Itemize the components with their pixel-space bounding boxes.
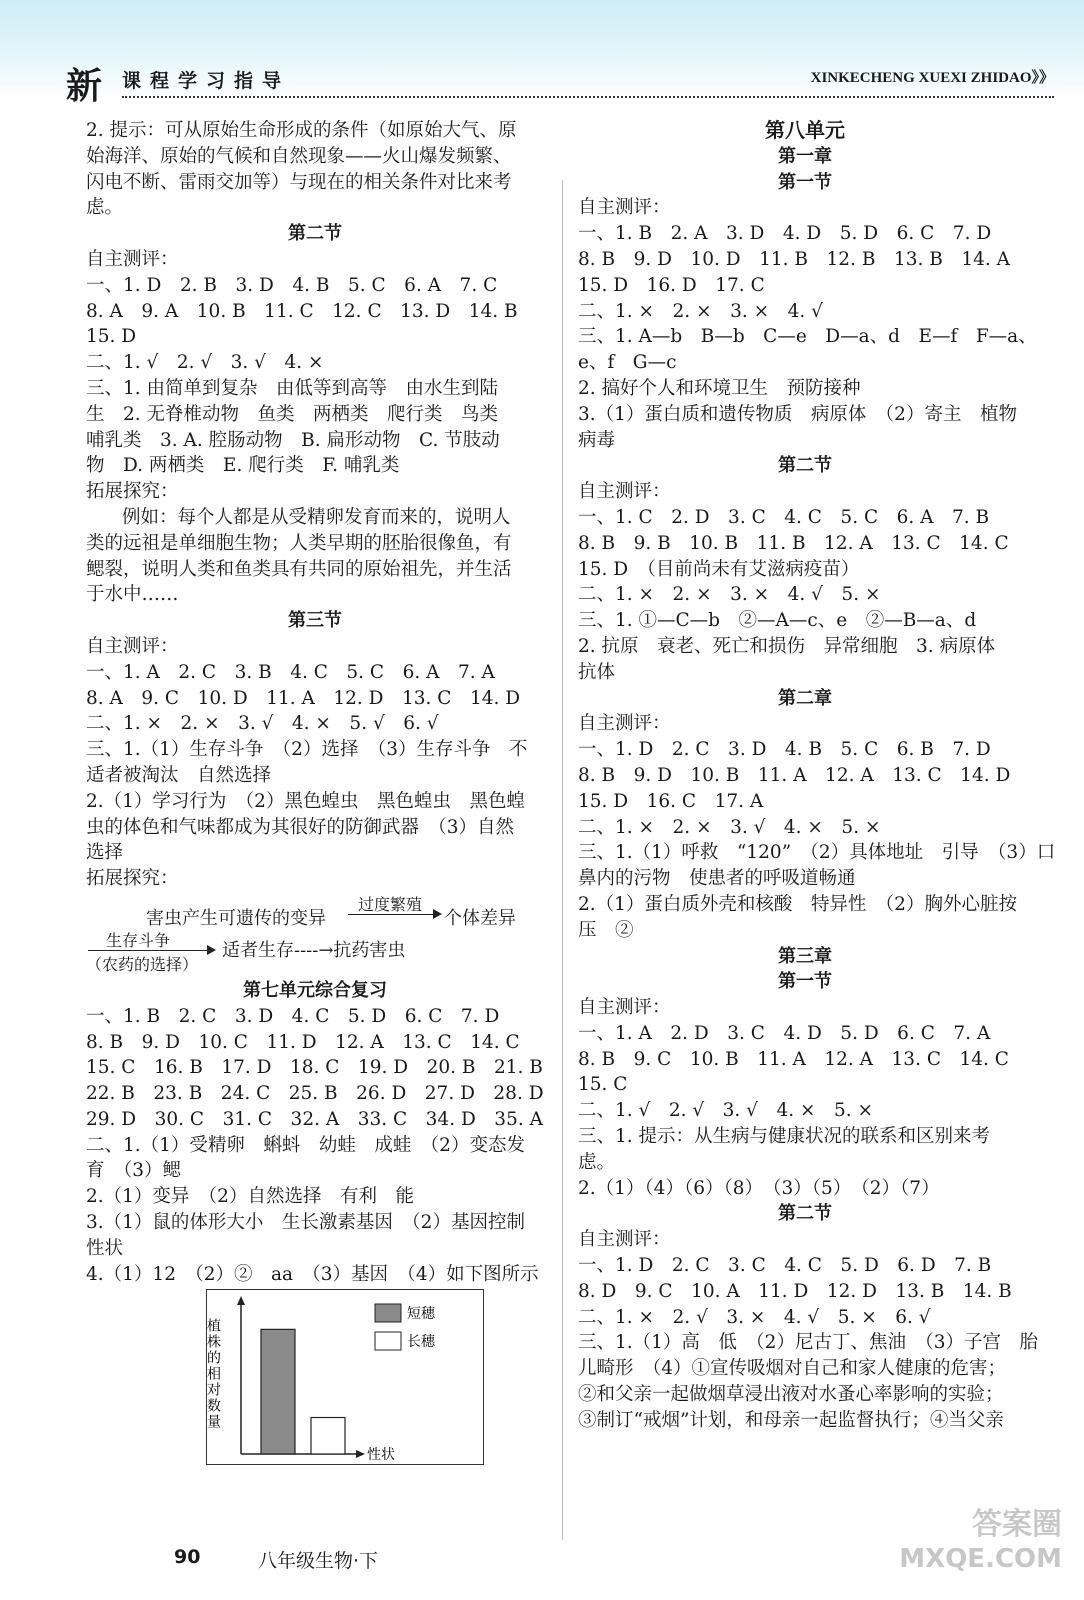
label-line: 自主测评： bbox=[578, 481, 671, 503]
section-heading: 第二节 bbox=[778, 1203, 832, 1225]
text-line: 2. 提示：可从原始生命形成的条件（如原始大气、原 bbox=[86, 120, 517, 141]
answer-line: 二、1. × 2. √ 3. × 4. √ 5. × 6. √ bbox=[578, 1306, 931, 1328]
watermark bbox=[899, 1508, 1062, 1576]
bar-long bbox=[311, 1418, 345, 1454]
answer-line: 三、1. 由简单到复杂 由低等到高等 由水生到陆 bbox=[86, 377, 499, 399]
section-heading: 第一节 bbox=[778, 171, 832, 193]
text-line: 鳃裂，说明人类和鱼类具有共同的原始祖先，并生活 bbox=[86, 558, 512, 580]
answer-line: 一、1. B 2. C 3. D 4. C 5. D 6. C 7. D bbox=[86, 1005, 500, 1027]
flow-text-difference: 个体差异 bbox=[444, 907, 516, 929]
y-axis-label: 植株的相对数量 bbox=[205, 1318, 221, 1431]
answer-line: 二、1. √ 2. √ 3. √ 4. × 5. × bbox=[578, 1100, 874, 1122]
answer-line: 二、1. × 2. × 3. √ 4. × 5. √ 6. √ bbox=[86, 713, 439, 735]
text-line: 类的远祖是单细胞生物；人类早期的胚胎很像鱼，有 bbox=[86, 532, 512, 554]
label-line: 拓展探究： bbox=[86, 481, 179, 503]
answer-line: 8. A 9. A 10. B 11. C 12. C 13. D 14. B bbox=[86, 300, 518, 322]
answer-line: 虑。 bbox=[578, 1151, 616, 1173]
label-line: 自主测评： bbox=[578, 1229, 671, 1251]
answer-line: 三、1. ①—C—b ②—A—c、e ②—B—a、d bbox=[578, 610, 977, 632]
legend-label-long: 长穗 bbox=[407, 1334, 435, 1351]
chapter-heading: 第三章 bbox=[778, 945, 832, 967]
answer-line: 2.（1）变异 （2）自然选择 有利 能 bbox=[86, 1186, 414, 1208]
answer-line: 鼻内的污物 使患者的呼吸道畅通 bbox=[578, 868, 856, 890]
x-axis-label: 性状 bbox=[367, 1447, 395, 1464]
flow-diagram bbox=[86, 892, 544, 978]
answer-line: 物 D. 两栖类 E. 爬行类 F. 哺乳类 bbox=[86, 455, 400, 477]
answer-line: 二、1. × 2. × 3. × 4. √ bbox=[578, 300, 823, 322]
section-heading: 第三节 bbox=[288, 610, 342, 632]
answer-line: 一、1. A 2. D 3. C 4. D 5. D 6. C 7. A bbox=[578, 1022, 991, 1044]
label-line: 自主测评： bbox=[578, 713, 671, 735]
x-axis-arrow bbox=[356, 1450, 365, 1458]
text-line: 于水中…… bbox=[86, 584, 179, 606]
answer-line: 8. B 9. B 10. B 11. B 12. A 13. C 14. C bbox=[578, 532, 1009, 554]
chapter-heading: 第一章 bbox=[778, 145, 832, 167]
flow-text-survival: 适者生存----→抗药害虫 bbox=[222, 939, 406, 961]
flow-arrow-label: （农药的选择） bbox=[86, 954, 199, 974]
section-heading: 第一节 bbox=[778, 971, 832, 993]
bar-short bbox=[261, 1330, 295, 1455]
answer-line: 8. A 9. C 10. D 11. A 12. D 13. C 14. D bbox=[86, 687, 521, 709]
flow-arrow bbox=[88, 950, 214, 951]
answer-line: 抗体 bbox=[578, 661, 616, 683]
answer-line: 一、1. D 2. C 3. C 4. C 5. D 6. D 7. B bbox=[578, 1255, 992, 1277]
answer-line: 二、1. × 2. × 3. × 4. √ 5. × bbox=[578, 584, 881, 606]
flow-text-variation: 害虫产生可遗传的变异 bbox=[146, 907, 326, 929]
answer-line: 2. 搞好个人和环境卫生 预防接种 bbox=[578, 377, 861, 399]
answer-line: 性状 bbox=[86, 1237, 124, 1259]
section-heading: 第二节 bbox=[778, 455, 832, 477]
answer-line: 虫的体色和气味都成为其很好的防御武器 （3）自然 bbox=[86, 816, 515, 838]
series-title: 课程学习指导 bbox=[122, 70, 291, 92]
flow-arrow-label: 过度繁殖 bbox=[358, 894, 423, 914]
page-number: 90 bbox=[174, 1546, 201, 1568]
text-line: 闪电不断、雷雨交加等）与现在的相关条件对比来考 bbox=[86, 171, 512, 193]
answer-line: 15. D bbox=[86, 326, 137, 348]
answer-line: 三、1. A—b B—b C—e D—a、d E—f F—a、 bbox=[578, 326, 1037, 348]
answer-line: 三、1. 提示：从生病与健康状况的联系和区别来考 bbox=[578, 1126, 991, 1148]
header-rule bbox=[122, 96, 1054, 98]
answer-line: 儿畸形 （4）①宣传吸烟对自己和家人健康的危害； bbox=[578, 1358, 1007, 1380]
answer-line: 8. B 9. C 10. B 11. A 12. A 13. C 14. C bbox=[578, 1048, 1009, 1070]
answer-line: 病毒 bbox=[578, 429, 616, 451]
legend-swatch-long bbox=[375, 1332, 401, 1350]
section-heading: 第七单元综合复习 bbox=[243, 979, 387, 1001]
answer-line: 22. B 23. B 24. C 25. B 26. D 27. D 28. D bbox=[86, 1083, 544, 1105]
answer-line: 哺乳类 3. A. 腔肠动物 B. 扁形动物 C. 节肢动 bbox=[86, 429, 500, 451]
answer-line: 15. C 16. B 17. D 18. C 19. D 20. B 21. B bbox=[86, 1057, 543, 1079]
answer-line: 2.（1）学习行为 （2）黑色蝗虫 黑色蝗虫 黑色蝗 bbox=[86, 790, 525, 812]
answer-line: 育 （3）鳃 bbox=[86, 1160, 182, 1182]
watermark-domain: MXQE.COM bbox=[899, 1544, 1062, 1574]
legend-label-short: 短穗 bbox=[407, 1306, 435, 1323]
column-divider bbox=[562, 180, 563, 1540]
answer-line: 压 ② bbox=[578, 919, 634, 941]
answer-line: 一、1. C 2. D 3. C 4. C 5. C 6. A 7. B bbox=[578, 506, 990, 528]
text-line: 例如：每个人都是从受精卵发育而来的，说明人 bbox=[122, 506, 511, 528]
chapter-heading: 第二章 bbox=[778, 687, 832, 709]
right-column bbox=[578, 118, 1056, 1434]
answer-line: 一、1. D 2. C 3. D 4. B 5. C 6. B 7. D bbox=[578, 739, 991, 761]
answer-line: 29. D 30. C 31. C 32. A 33. C 34. D 35. A bbox=[86, 1108, 543, 1130]
answer-line: 适者被淘汰 自然选择 bbox=[86, 764, 272, 786]
answer-line: 15. D 16. C 17. A bbox=[578, 790, 764, 812]
answer-line: 2.（1）（4）（6）（8） （3）（5） （2）（7） bbox=[578, 1177, 940, 1199]
answer-line: 15. D （目前尚未有艾滋病疫苗） bbox=[578, 558, 860, 580]
answer-line: 生 2. 无脊椎动物 鱼类 两栖类 爬行类 鸟类 bbox=[86, 403, 499, 425]
y-axis-arrow bbox=[237, 1296, 245, 1305]
unit-heading: 第八单元 bbox=[765, 118, 845, 142]
answer-line: 二、1. × 2. × 3. √ 4. × 5. × bbox=[578, 816, 881, 838]
answer-line: 2.（1）蛋白质外壳和核酸 特异性 （2）胸外心脏按 bbox=[578, 893, 1017, 915]
answer-line: 三、1.（1）呼救 “120” （2）具体地址 引导 （3）口 bbox=[578, 842, 1056, 864]
flow-arrow-label: 生存斗争 bbox=[106, 930, 171, 950]
answer-line: 三、1.（1）高 低 （2）尼古丁、焦油 （3）子宫 胎 bbox=[578, 1332, 1038, 1354]
answer-line: 二、1. √ 2. √ 3. √ 4. × bbox=[86, 352, 324, 374]
label-line: 自主测评： bbox=[86, 635, 179, 657]
answer-line: e、f G—c bbox=[578, 352, 677, 374]
answer-line: 一、1. B 2. A 3. D 4. D 5. D 6. C 7. D bbox=[578, 223, 992, 245]
answer-line: ③制订“戒烟”计划，和母亲一起监督执行；④当父亲 bbox=[578, 1409, 1004, 1431]
left-column bbox=[86, 118, 544, 1465]
section-heading: 第二节 bbox=[288, 223, 342, 245]
answer-line: 4.（1）12 （2）② aa （3）基因 （4）如下图所示 bbox=[86, 1263, 539, 1285]
legend-swatch-short bbox=[375, 1304, 401, 1322]
text-line: 虑。 bbox=[86, 197, 124, 219]
flow-arrow bbox=[348, 914, 440, 915]
answer-line: 三、1.（1）生存斗争 （2）选择 （3）生存斗争 不 bbox=[86, 739, 528, 761]
label-line: 自主测评： bbox=[578, 997, 671, 1019]
answer-line: 3.（1）蛋白质和遗传物质 病原体 （2）寄主 植物 bbox=[578, 403, 1017, 425]
answer-line: 二、1.（1）受精卵 蝌蚪 幼蛙 成蛙 （2）变态发 bbox=[86, 1134, 525, 1156]
text-line: 始海洋、原始的气候和自然现象——火山爆发频繁、 bbox=[86, 145, 512, 167]
answer-line: 15. D 16. D 17. C bbox=[578, 274, 765, 296]
series-logo: 新 bbox=[66, 66, 103, 107]
answer-line: ②和父亲一起做烟草浸出液对水蚤心率影响的实验； bbox=[578, 1384, 1004, 1406]
watermark-text: 答案圈 bbox=[972, 1507, 1062, 1542]
series-pinyin: XINKECHENG XUEXI ZHIDAO》》 bbox=[810, 70, 1054, 86]
answer-line: 一、1. D 2. B 3. D 4. B 5. C 6. A 7. C bbox=[86, 274, 498, 296]
answer-line: 3.（1）鼠的体形大小 生长激素基因 （2）基因控制 bbox=[86, 1212, 525, 1234]
bar-chart-svg bbox=[207, 1290, 483, 1464]
footer-subject: 八年级生物·下 bbox=[258, 1550, 379, 1572]
answer-line: 2. 抗原 衰老、死亡和损伤 异常细胞 3. 病原体 bbox=[578, 635, 996, 657]
label-line: 拓展探究： bbox=[86, 868, 179, 890]
label-line: 自主测评： bbox=[578, 197, 671, 219]
answer-line: 一、1. A 2. C 3. B 4. C 5. C 6. A 7. A bbox=[86, 661, 495, 683]
answer-line: 8. B 9. D 10. B 11. A 12. A 13. C 14. D bbox=[578, 764, 1011, 786]
answer-line: 选择 bbox=[86, 842, 124, 864]
answer-line: 8. B 9. D 10. C 11. D 12. A 13. C 14. C bbox=[86, 1031, 520, 1053]
answer-line: 8. D 9. C 10. A 11. D 12. D 13. B 14. B bbox=[578, 1280, 1012, 1302]
label-line: 自主测评： bbox=[86, 248, 179, 270]
answer-line: 8. B 9. D 10. D 11. B 12. B 13. B 14. A bbox=[578, 248, 1010, 270]
bar-chart bbox=[206, 1289, 484, 1465]
answer-line: 15. C bbox=[578, 1074, 628, 1096]
